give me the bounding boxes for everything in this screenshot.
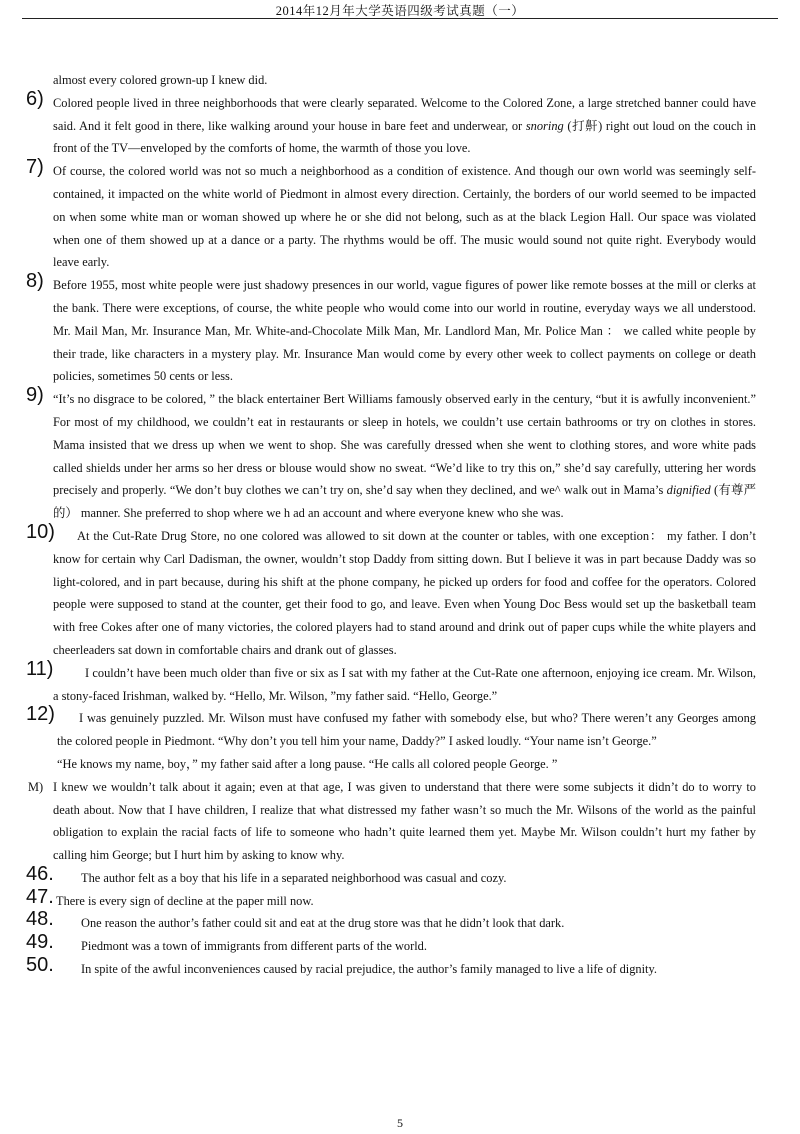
paragraph-number: 8) [26,270,44,293]
question-text: There is every sign of decline at the paper mill now. [56,893,314,908]
question-item [0,862,800,890]
paragraph-m [0,776,800,867]
paragraph-text: At the Cut-Rate Drug Store, no one colored was allowed to sit down at the counter or tables, with one exception： my father. I don’t know for certain why Carl Dadisman, the owner, wouldn’t stop Daddy from sitting down. But I believe it was in part because Daddy was so light-colored, and in part because, during his shift at the phone company, he picked up orders for food and coffee for the operators. Colored people were supposed to stand at the counter, get their food to go, and leave. Even when Young Doc Bess would set up the basketball team with free Cokes after one of many victories, the colored players had to stand around and drink out of paper cups while the white players and cheerleaders sat down in comfortable chairs and drank out of glasses. [53,528,756,657]
paragraph-label: M) [28,779,44,794]
question-number: 50. [26,954,54,977]
question-item [0,908,800,935]
question-text: Piedmont was a town of immigrants from different parts of the world. [81,939,427,954]
paragraph-text: I was genuinely puzzled. Mr. Wilson must have confused my father with somebody else, but who? There weren’t any Georges among the colored people in Piedmont. “Why don’t you tell him your name, Daddy?” I asked loudly. “Your name isn’t George.” [57,711,756,749]
paragraph-8 [0,270,800,388]
paragraph-number: 9) [26,384,44,407]
question-text: The author felt as a boy that his life in a separated neighborhood was casual and cozy. [81,870,507,885]
paragraph-text: Before 1955, most white people were just shadowy presences in our world, vague figures of power like remote bosses at the mill or clerks at the bank. There were exceptions, of course, the white people who would come into our world in routine, everyday ways we all understood. Mr. Mail Man, Mr. Insurance Man, Mr. White-and-Chocolate Milk Man, Mr. Landlord Man, Mr. Police Man ： we called white people by their trade, like characters in a mystery play. Mr. Insurance Man would come by every other week to collect payments on college or death policies, sometimes 50 cents or less. [53,278,756,384]
italic-word: snoring [525,118,564,133]
question-number: 49. [26,931,54,954]
paragraph-text: I couldn’t have been much older than five or six as I sat with my father at the Cut-Rate one afternoon, enjoying ice cream. Mr. Wilson, a stony-faced Irishman, walked by. “Hello, Mr. Wilson, ”my father said. “Hello, George.” [53,665,756,703]
question-item [0,885,800,913]
question-text: One reason the author’s father could sit and eat at the drug store was that he didn’t look that dark. [81,916,565,931]
passage [0,69,800,981]
paragraph-11 [0,657,800,708]
paragraph-text: I knew we wouldn’t talk about it again; even at that age, I was given to understand that there were some subjects it didn’t do to worry to death about. Now that I have children, I realize that what distressed my father wasn’t so much the Mr. Wilsons of the world as the painful obligation to explain the racial facts of life to someone who hadn’t quite learned them yet. Maybe Mr. Wilson couldn’t hurt my father by calling him George; but I hurt him by asking to know why. [53,779,756,863]
italic-word: dignified [666,483,711,498]
paragraph-text-continued: “He knows my name, boy，” my father said after a long pause. “He calls all colored people George. ” [57,756,558,771]
paragraph-7 [0,156,800,274]
intro-paragraph [0,69,800,92]
paragraph-12 [0,703,800,775]
paragraph-number: 12) [26,703,55,726]
question-item [0,954,800,981]
paragraph-text: Of course, the colored world was not so much a neighborhood as a condition of existence. And though our own world was seemingly self-contained, it impacted on the white world of Piedmont in almost every direction. Certainly, the borders of our world seemed to be impacted on when some white man or woman showed up where he or she did not belong, such as at the black Legion Hall. Our space was violated when one of them showed up at a dance or a party. The rhythms would be off. The music would sound not quite right. Everybody would leave early. [53,164,756,270]
question-list [0,862,800,981]
paragraph-text: “It’s no disgrace to be colored, ” the black entertainer Bert Williams famously observed early in the century, “but it is awfully inconvenient.” For most of my childhood, we couldn’t eat in restaurants or sleep in hotels, we couldn’t use certain bathrooms or try on clothes in stores. Mama insisted that we dress up when we went to shop. She was carefully dressed when she went to clothing stores, and wore white pads called shields under her arms so her dress or blouse would show no sweat. “We’d like to try this on,” she’d say carefully, uttering her words precisely and properly. “We don’t buy clothes we can’t try on, she’d say when they declined, and we^ walk out in Mama’s dignified (有尊严的） manner. She preferred to shop where we h ad an account and where everyone knew who she was. [53,392,756,521]
paragraph-number: 11) [26,657,54,680]
header-title: 2014年12月年大学英语四级考试真题（一） [275,4,525,18]
question-text: In spite of the awful inconveniences caused by racial prejudice, the author’s family managed to live a life of dignity. [81,962,657,977]
intro-line: almost every colored grown-up I knew did. [53,73,268,87]
question-number: 47. [26,885,54,908]
paragraph-number: 7) [26,156,44,179]
question-number: 48. [26,908,54,931]
paragraph-10 [0,520,800,662]
paragraph-text: Colored people lived in three neighborhoods that were clearly separated. Welcome to the Colored Zone, a large stretched banner could have said. And it felt good in there, like walking around your house in bare feet and underwear, or snoring (打鼾) right out loud on the couch in front of the TV—enveloped by the comforts of home, the warmth of those you love. [53,95,756,156]
paragraph-6 [0,87,800,160]
paragraph-9 [0,384,800,525]
paragraph-number: 6) [26,87,44,110]
question-number: 46. [26,862,54,885]
paragraph-number: 10) [26,520,55,543]
question-item [0,931,800,958]
page-number: 5 [397,1116,403,1130]
page-header [22,0,778,19]
